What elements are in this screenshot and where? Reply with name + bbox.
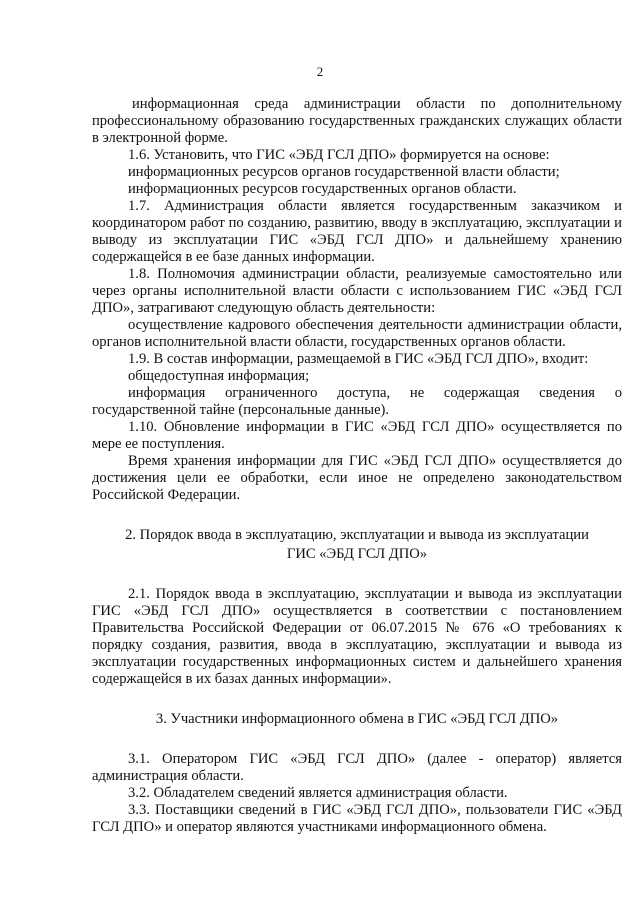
list-item-1: информационных ресурсов органов государственной власти области;	[128, 164, 560, 180]
list-item-3: осуществление кадрового обеспечения деятельности администрации области, органов исполнительной власти области, государственных органов области.	[92, 317, 622, 350]
section-2-heading	[92, 526, 622, 564]
section-2-heading-line-2: ГИС «ЭБД ГСЛ ДПО»	[286, 546, 428, 562]
paragraph-1-9: 1.9. В состав информации, размещаемой в ГИС «ЭБД ГСЛ ДПО», входит:	[128, 351, 589, 367]
list-item-4: общедоступная информация;	[128, 368, 310, 384]
paragraph-continuation: информационная среда администрации области по дополнительному профессиональному образованию государственных гражданских служащих области в электронной форме.	[92, 96, 622, 146]
list-item-5: информация ограниченного доступа, не содержащая сведения о государственной тайне (персональные данные).	[92, 385, 622, 418]
section-3-heading: 3. Участники информационного обмена в ГИС «ЭБД ГСЛ ДПО»	[155, 711, 559, 727]
paragraph-3-1: 3.1. Оператором ГИС «ЭБД ГСЛ ДПО» (далее - оператор) является администрация области.	[92, 751, 622, 784]
paragraph-3-3: 3.3. Поставщики сведений в ГИС «ЭБД ГСЛ ДПО», пользователи ГИС «ЭБД ГСЛ ДПО» и оператор являются участниками информационного обмена.	[92, 802, 622, 835]
paragraph-1-10: 1.10. Обновление информации в ГИС «ЭБД ГСЛ ДПО» осуществляется по мере ее поступления.	[92, 419, 622, 452]
paragraph-3-2: 3.2. Обладателем сведений является администрация области.	[128, 785, 508, 801]
list-item-2: информационных ресурсов государственных органов области.	[128, 181, 517, 197]
section-2-heading-line-1: 2. Порядок ввода в эксплуатацию, эксплуатации и вывода из эксплуатации	[125, 527, 589, 543]
paragraph-1-8: 1.8. Полномочия администрации области, реализуемые самостоятельно или через органы исполнительной власти области с использованием ГИС «ЭБД ГСЛ ДПО», затрагивают следующую область деятельности:	[92, 266, 622, 316]
paragraph-1-7: 1.7. Администрация области является государственным заказчиком и координатором работ по созданию, развитию, вводу в эксплуатацию, эксплуатации и выводу из эксплуатации ГИС «ЭБД ГСЛ ДПО» и дальнейшему хранению содержащейся в ее базе данных информации.	[92, 198, 622, 265]
paragraph-2-1: 2.1. Порядок ввода в эксплуатацию, эксплуатации и вывода из эксплуатации ГИС «ЭБД ГСЛ ДПО» осуществляется в соответствии с постановлением Правительства Российской Федерации от 06.07.2015 № 676 «О требованиях к порядку создания, развития, ввода в эксплуатацию, эксплуатации и вывода из эксплуатации государственных информационных систем и дальнейшего хранения содержащейся в их базах данных информации».	[92, 586, 622, 687]
page-number: 2	[316, 64, 324, 79]
paragraph-storage: Время хранения информации для ГИС «ЭБД ГСЛ ДПО» осуществляется до достижения цели ее обработки, если иное не определено законодательством Российской Федерации.	[92, 453, 622, 503]
document-body	[92, 96, 622, 836]
paragraph-1-6: 1.6. Установить, что ГИС «ЭБД ГСЛ ДПО» формируется на основе:	[128, 147, 550, 163]
